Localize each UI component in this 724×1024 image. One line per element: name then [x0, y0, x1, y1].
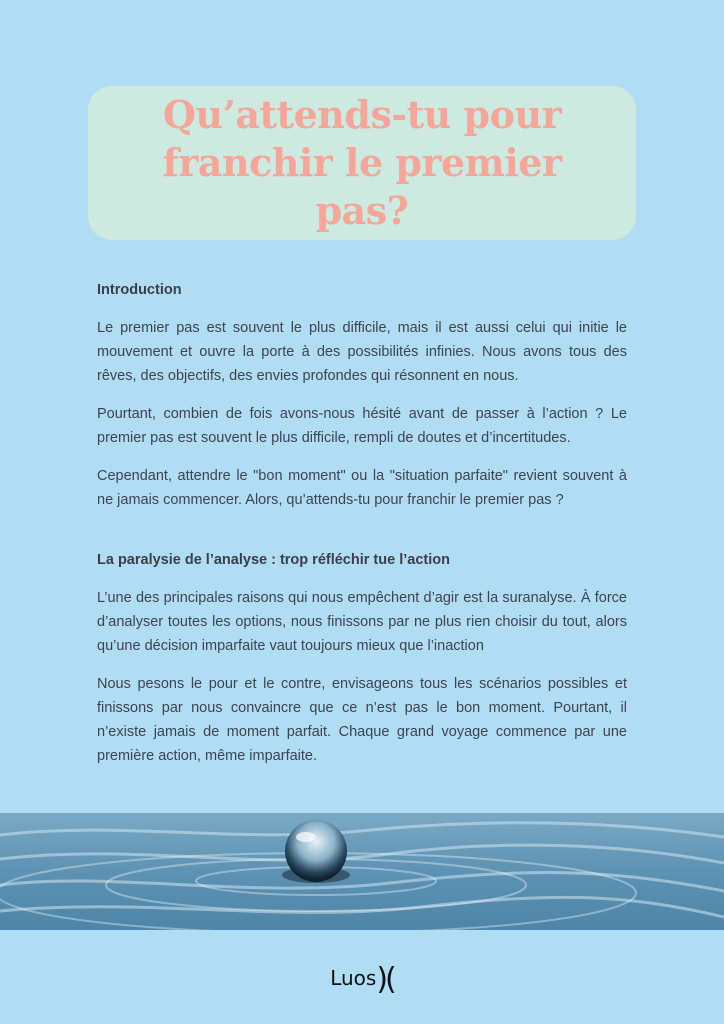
intro-heading: Introduction [97, 282, 182, 298]
water-drop-image [0, 813, 724, 930]
brand-logo [0, 962, 724, 997]
logo-mark: )( [376, 962, 394, 997]
analysis-section [97, 548, 627, 768]
intro-paragraph-3: Cependant, attendre le "bon moment" ou la "situation parfaite" revient souvent à ne jamais commencer. Alors, qu’attends-tu pour franchir le premier pas ? [97, 468, 627, 508]
title-box [88, 86, 636, 240]
page-title [112, 91, 612, 235]
intro-section [97, 278, 627, 512]
intro-paragraph-2: Pourtant, combien de fois avons-nous hésité avant de passer à l’action ? Le premier pas est souvent le plus difficile, rempli de doutes et d’incertitudes. [97, 406, 627, 446]
analysis-heading: La paralysie de l’analyse : trop réfléchir tue l’action [97, 552, 450, 568]
water-ripple-illustration [0, 813, 724, 930]
analysis-paragraph-2: Nous pesons le pour et le contre, envisageons tous les scénarios possibles et finissons par nous convaincre que ce n’est pas le bon moment. Pourtant, il n’existe jamais de moment parfait. Chaque grand voyage commence par une première action, même imparfaite. [97, 676, 627, 764]
logo-text: Luos [330, 966, 377, 990]
analysis-paragraph-1: L’une des principales raisons qui nous empêchent d’agir est la suranalyse. À force d’analyser toutes les options, nous finissons par ne plus rien choisir du tout, alors qu’une décision imparfaite vaut toujours mieux que l’inaction [97, 590, 627, 654]
title-line-1: Qu’attends-tu pour [162, 92, 562, 137]
intro-paragraph-1: Le premier pas est souvent le plus difficile, mais il est aussi celui qui initie le mouvement et ouvre la porte à des possibilités infinies. Nous avons tous des rêves, des objectifs, des envies profondes qui résonnent en nous. [97, 320, 627, 384]
title-line-2: franchir le premier pas? [162, 140, 562, 233]
article-body [97, 278, 627, 782]
